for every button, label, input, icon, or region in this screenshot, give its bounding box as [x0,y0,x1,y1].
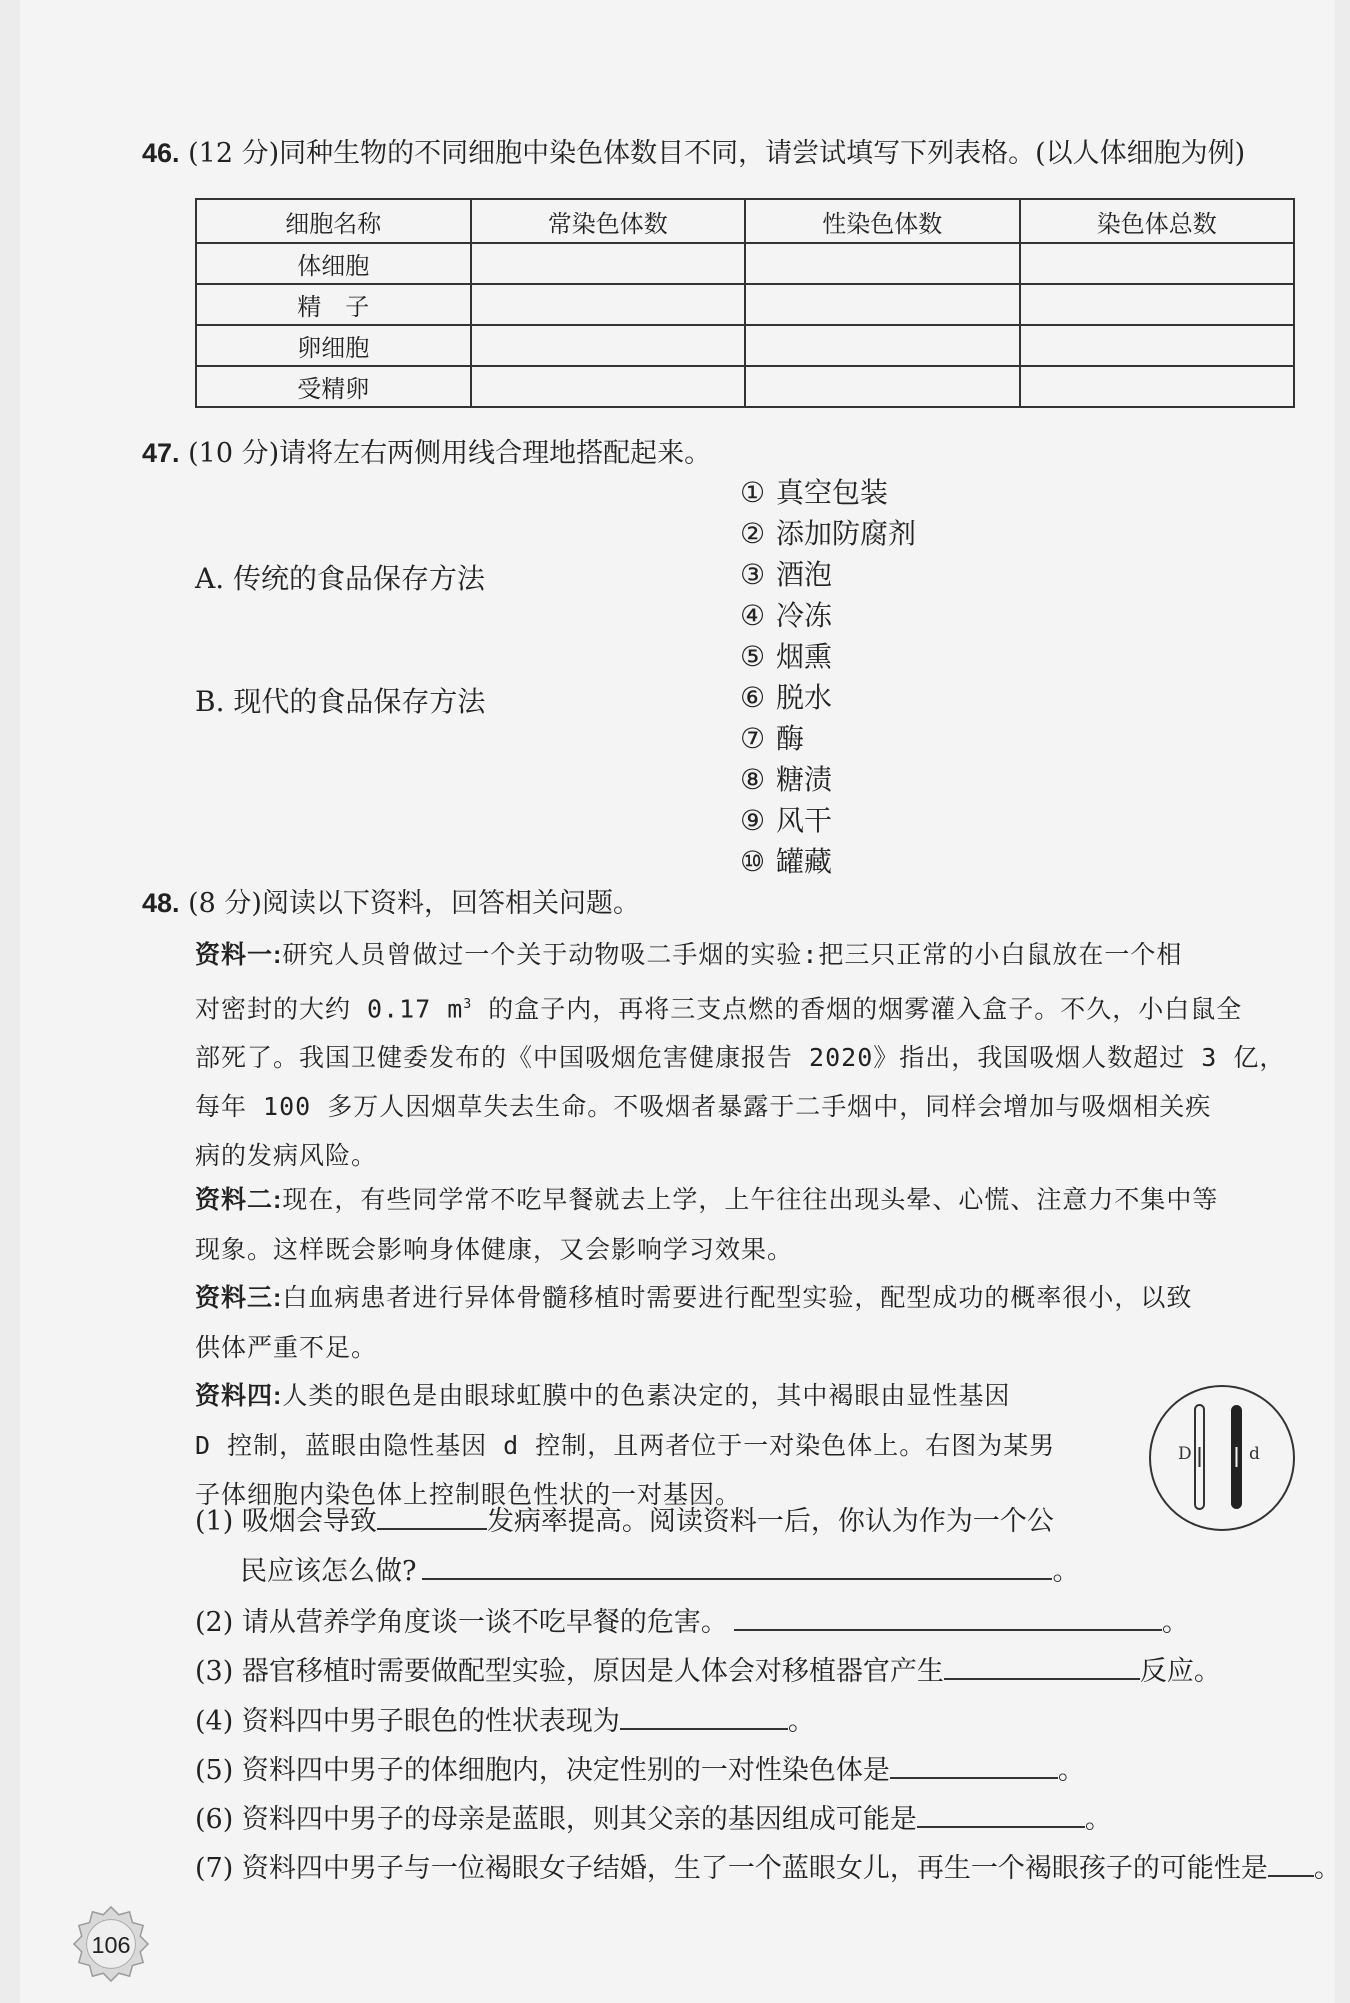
answer-cell[interactable] [471,325,746,366]
answer-blank[interactable] [422,1552,1052,1580]
match-option[interactable]: ② 添加防腐剂 [740,517,917,550]
answer-cell[interactable] [471,366,746,407]
match-option[interactable]: ⑩ 罐藏 [740,845,833,878]
table-row [196,243,1294,284]
table-row [196,284,1294,325]
sub-question-5: (5) 资料四中男子的体细胞内，决定性别的一对性染色体是 。 [195,1751,1085,1791]
sub-question-4: (4) 资料四中男子眼色的性状表现为 。 [195,1702,815,1742]
question-46 [142,133,1245,174]
match-left-b[interactable]: B. 现代的食品保存方法 [195,685,486,718]
table-header: 常染色体数 [471,199,746,243]
table-header: 性染色体数 [745,199,1020,243]
material-label: 资料四: [195,1382,283,1410]
match-option[interactable]: ⑨ 风干 [740,804,833,837]
question-text: (8 分)阅读以下资料，回答相关问题。 [188,888,640,919]
answer-cell[interactable] [745,284,1020,325]
answer-cell[interactable] [745,366,1020,407]
question-47 [142,433,711,474]
answer-cell[interactable] [471,243,746,284]
table-header-row [196,199,1294,243]
answer-blank[interactable] [917,1800,1085,1828]
answer-cell[interactable] [1020,366,1295,407]
question-number: 48. [142,888,180,918]
table-row [196,366,1294,407]
sub-question-6: (6) 资料四中男子的母亲是蓝眼，则其父亲的基因组成可能是 。 [195,1800,1112,1840]
material-one: 资料一:研究人员曾做过一个关于动物吸二手烟的实验:把三只正常的小白鼠放在一个相 对密封的大约 0.17 $m^3$ 的盒子内，再将三支点燃的香烟的烟雾灌入盒子。不久，小白鼠全 部死了。我国卫健委发布的《中国吸烟危害健康报告 2020》指出，我国吸烟人数超过 3 亿， 每年 100 多万人因烟草失去生命。不吸烟者暴露于二手烟中，同样会增加与吸烟相关疾 病的发病风险。 [195,940,1286,1171]
question-number: 46. [142,138,180,168]
sub-question-1-cont: 民应该怎么做? 。 [240,1552,1079,1592]
gene-label-d: d [1249,1444,1260,1464]
sub-question-2: (2) 请从营养学角度谈一谈不吃早餐的危害。 。 [195,1603,1189,1643]
material-label: 资料一: [195,941,283,969]
material-four: 资料四:人类的眼色是由眼球虹膜中的色素决定的，其中褐眼由显性基因 D 控制，蓝眼由隐性基因 d 控制，且两者位于一对染色体上。右图为某男 子体细胞内染色体上控制眼色性状的一对基因。 [195,1381,1056,1509]
row-label: 受精卵 [196,366,471,407]
material-three: 资料三:白血病患者进行异体骨髓移植时需要进行配型实验，配型成功的概率很小，以致 供体严重不足。 [195,1283,1193,1362]
match-option[interactable]: ⑧ 糖渍 [740,763,833,796]
question-48 [142,883,640,924]
row-label: 精 子 [196,284,471,325]
answer-cell[interactable] [1020,325,1295,366]
match-option[interactable]: ⑥ 脱水 [740,681,833,714]
answer-blank[interactable] [1268,1849,1314,1877]
sub-question-1: (1) 吸烟会导致 发病率提高。阅读资料一后，你认为作为一个公 [195,1502,1054,1542]
question-number: 47. [142,438,180,468]
sub-question-3: (3) 器官移植时需要做配型实验，原因是人体会对移植器官产生 反应。 [195,1652,1221,1692]
answer-cell[interactable] [1020,284,1295,325]
answer-blank[interactable] [734,1603,1162,1631]
match-option[interactable]: ⑦ 酶 [740,722,805,755]
material-label: 资料三: [195,1284,283,1312]
answer-cell[interactable] [745,243,1020,284]
chromosome-pair-diagram [1147,1383,1297,1533]
material-two: 资料二:现在，有些同学常不吃早餐就去上学，上午往往出现头晕、心慌、注意力不集中等 现象。这样既会影响身体健康，又会影响学习效果。 [195,1185,1219,1264]
page-number: 106 [91,1931,131,1958]
match-left-a[interactable]: A. 传统的食品保存方法 [195,562,486,595]
answer-blank[interactable] [890,1751,1058,1779]
table-row [196,325,1294,366]
chromosome-table [195,198,1295,408]
page-number-badge [72,1905,150,1983]
match-option[interactable]: ③ 酒泡 [740,558,833,591]
material-label: 资料二: [195,1186,283,1214]
answer-cell[interactable] [1020,243,1295,284]
match-option[interactable]: ⑤ 烟熏 [740,640,833,673]
row-label: 卵细胞 [196,325,471,366]
table-header: 染色体总数 [1020,199,1295,243]
answer-blank[interactable] [377,1502,487,1530]
question-text: (10 分)请将左右两侧用线合理地搭配起来。 [188,438,712,469]
question-text: (12 分)同种生物的不同细胞中染色体数目不同，请尝试填写下列表格。(以人体细胞为例) [188,138,1246,169]
table-header: 细胞名称 [196,199,471,243]
match-option[interactable]: ① 真空包装 [740,476,889,509]
answer-cell[interactable] [745,325,1020,366]
answer-cell[interactable] [471,284,746,325]
gene-label-D: D [1178,1444,1192,1464]
row-label: 体细胞 [196,243,471,284]
answer-blank[interactable] [944,1652,1140,1680]
match-option[interactable]: ④ 冷冻 [740,599,833,632]
textbook-page [20,0,1341,2003]
sub-question-7: (7) 资料四中男子与一位褐眼女子结婚，生了一个蓝眼女儿，再生一个褐眼孩子的可能性是 。 [195,1849,1341,1889]
answer-blank[interactable] [620,1702,788,1730]
